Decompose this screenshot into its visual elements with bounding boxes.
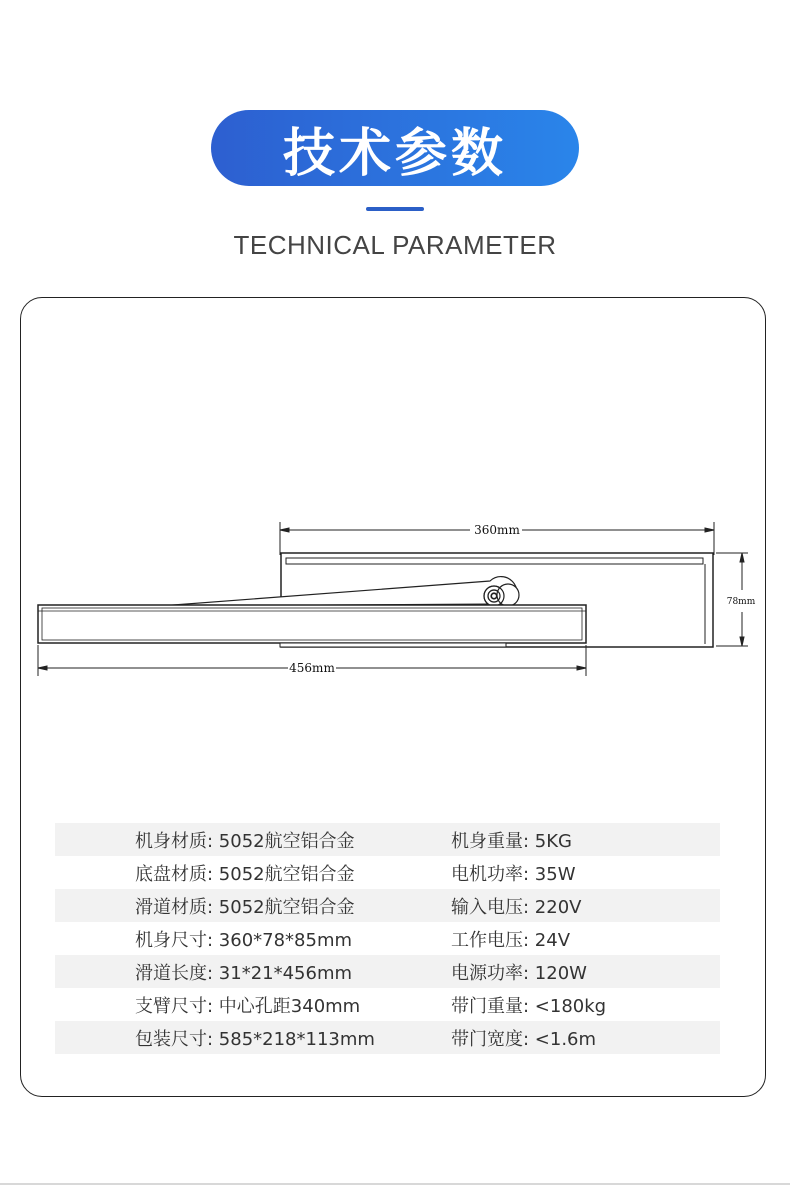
- spec-right: 带门宽度: <1.6m: [451, 1028, 597, 1050]
- spec-row: [55, 823, 720, 856]
- spec-row: [55, 1021, 720, 1054]
- dimension-right-label: 78mm: [726, 597, 756, 607]
- spec-row: [55, 856, 720, 889]
- spec-right: 电机功率: 35W: [451, 863, 576, 885]
- spec-left: 机身尺寸: 360*78*85mm: [135, 929, 353, 951]
- page-subtitle: TECHNICAL PARAMETER: [233, 230, 557, 260]
- slide-rail: [38, 605, 586, 647]
- spec-right: 工作电压: 24V: [451, 929, 571, 951]
- dimension-bottom-label: 456mm: [289, 661, 335, 675]
- spec-row: [55, 922, 720, 955]
- spec-row: [55, 955, 720, 988]
- spec-left: 机身材质: 5052航空铝合金: [135, 830, 355, 852]
- spec-left: 包装尺寸: 585*218*113mm: [135, 1028, 375, 1050]
- spec-left: 滑道材质: 5052航空铝合金: [135, 896, 355, 918]
- spec-right: 带门重量: <180kg: [451, 995, 607, 1017]
- spec-left: 滑道长度: 31*21*456mm: [135, 962, 353, 984]
- bottom-divider: [0, 1183, 790, 1185]
- spec-row: [55, 988, 720, 1021]
- spec-right: 机身重量: 5KG: [451, 830, 572, 852]
- spec-right: 电源功率: 120W: [451, 962, 587, 984]
- spec-table: [55, 823, 720, 1054]
- swing-arm: [160, 577, 519, 606]
- spec-left: 底盘材质: 5052航空铝合金: [135, 863, 355, 885]
- page-title: 技术参数: [282, 123, 507, 184]
- spec-left: 支臂尺寸: 中心孔距340mm: [135, 995, 361, 1017]
- spec-row: [55, 889, 720, 922]
- spec-right: 输入电压: 220V: [451, 896, 582, 918]
- dimension-top-label: 360mm: [474, 523, 520, 537]
